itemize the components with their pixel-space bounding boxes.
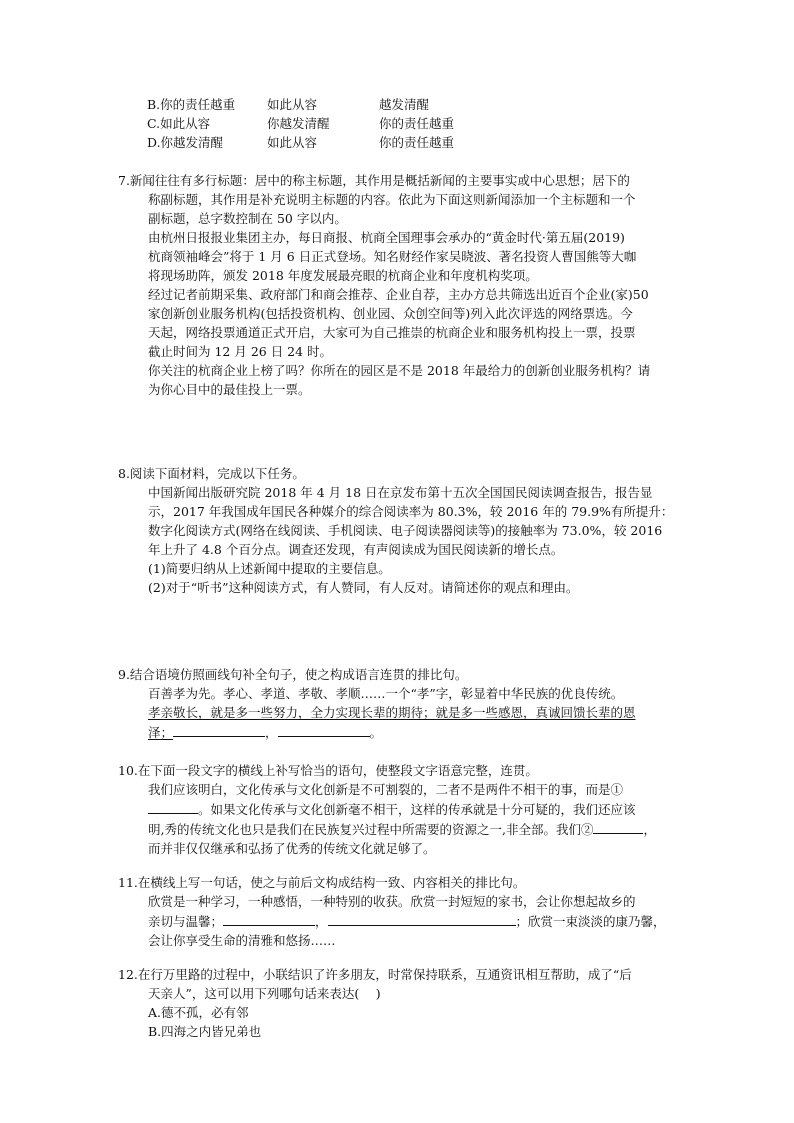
- q8-line: 中国新闻出版研究院 2018 年 4 月 18 日在京发布第十五次全国国民阅读调查报告，报告显: [148, 485, 653, 500]
- q9-blank-1[interactable]: [173, 722, 265, 737]
- q8-line: 示，2017 年我国成年国民各种媒介的综合阅读率为 80.3%，较 2016 年的 79.9%有所提升：: [148, 504, 674, 519]
- q6-option-b: B.你的责任越重 如此从容 越发清醒: [147, 97, 430, 112]
- q11-blank-2[interactable]: [328, 911, 516, 926]
- q11-blank-1[interactable]: [223, 911, 315, 926]
- q7-news-line: 杭商领袖峰会”将于 1 月 6 日正式登场。知名财经作家吴晓波、著名投资人曹国熊等大咖: [148, 249, 637, 264]
- q12-stem-cont: 天亲人”，这可以用下列哪句话来表达( ): [148, 986, 381, 1001]
- q7-news-line: 家创新创业服务机构(包括投资机构、创业园、众创空间等)列入此次评选的网络票选。今: [148, 306, 633, 321]
- q9-line: 百善孝为先。孝心、孝道、孝敬、孝顺……一个“孝”字，彰显着中华民族的优良传统。: [148, 686, 624, 701]
- q7-stem-cont: 副标题，总字数控制在 50 字以内。: [148, 211, 347, 226]
- q10-line: 。如果文化传承与文化创新毫不相干，这样的传承就是十分可疑的，我们还应该: [118, 799, 700, 819]
- q9-stem: 9.结合语境仿照画线句补全句子，使之构成语言连贯的排比句。: [118, 667, 468, 682]
- question-8: [118, 464, 700, 597]
- q7-news-line: 为你心目中的最佳投上一票。: [148, 382, 311, 397]
- q7-news-line: 你关注的杭商企业上榜了吗？你所在的园区是不是 2018 年最给力的创新创业服务机构？请: [148, 363, 651, 378]
- q11-line: 亲切与温馨； ， ；欣赏一束淡淡的康乃馨，: [118, 911, 700, 931]
- q11-line: 欣赏是一种学习，一种感悟，一种特别的收获。欣赏一封短短的家书，会让你想起故乡的: [148, 894, 636, 909]
- q12-option-a[interactable]: A.德不孤，必有邻: [148, 1005, 249, 1020]
- question-10: [118, 761, 700, 858]
- q10-line: 而并非仅仅继承和弘扬了优秀的传统文化就足够了。: [148, 841, 436, 856]
- q8-task-2: (2)对于“听书”这种阅读方式，有人赞同，有人反对。请简述你的观点和理由。: [148, 580, 579, 595]
- q9-answer-line: 泽； ， 。: [118, 722, 700, 742]
- q12-stem: 12.在行万里路的过程中，小联结识了许多朋友，时常保持联系，互通资讯相互帮助，成了“后: [118, 967, 632, 982]
- question-12: [118, 965, 700, 1041]
- q8-line: 年上升了 4.8 个百分点。调查还发现，有声阅读成为国民阅读新的增长点。: [148, 542, 564, 557]
- q9-blank-2[interactable]: [278, 722, 370, 737]
- q6-option-c: C.如此从容 你越发清醒 你的责任越重: [147, 116, 455, 131]
- q7-news-line: 天起，网络投票通道正式开启，大家可为自己推崇的杭商企业和服务机构投上一票，投票: [148, 325, 636, 340]
- q7-news-line: 截止时间为 12 月 26 日 24 时。: [148, 344, 333, 359]
- q8-stem: 8.阅读下面材料，完成以下任务。: [118, 466, 305, 481]
- q6-options: [147, 95, 499, 152]
- q10-blank-1[interactable]: [148, 799, 198, 814]
- q12-option-b[interactable]: B.四海之内皆兄弟也: [148, 1024, 262, 1039]
- q7-news-line: 由杭州日报报业集团主办，每日商报、杭商全国理事会承办的“黄金时代·第五届(2019): [148, 230, 625, 245]
- q8-line: 数字化阅读方式(网络在线阅读、手机阅读、电子阅读器阅读等)的接触率为 73.0%，较 2016: [148, 523, 663, 538]
- q10-stem: 10.在下面一段文字的横线上补写恰当的语句，使整段文字语意完整，连贯。: [118, 763, 538, 778]
- q7-news-line: 经过记者前期采集、政府部门和商会推荐、企业自荐，主办方总共筛选出近百个企业(家)50: [148, 287, 649, 302]
- q10-line: 明,秀的传统文化也只是我们在民族复兴过程中所需要的资源之一,非全部。我们② ，: [118, 819, 700, 839]
- question-11: [118, 873, 700, 950]
- q10-blank-2[interactable]: [593, 819, 643, 834]
- q7-news-line: 将现场助阵，颁发 2018 年度发展最亮眼的杭商企业和年度机构奖项。: [148, 268, 538, 283]
- q9-underlined-line: 孝亲敬长，就是多一些努力，全力实现长辈的期待；就是多一些感恩，真诚回馈长辈的恩: [148, 705, 636, 720]
- question-9: [118, 665, 700, 742]
- q7-stem: 7.新闻往往有多行标题：居中的称主标题，其作用是概括新闻的主要事实或中心思想；居下的: [118, 173, 630, 188]
- q8-task-1: (1)简要归纳从上述新闻中提取的主要信息。: [148, 561, 391, 576]
- q6-option-d: D.你越发清醒 如此从容 你的责任越重: [147, 135, 455, 150]
- question-7: [118, 171, 700, 399]
- q11-stem: 11.在横线上写一句话，使之与前后文构成结构一致、内容相关的排比句。: [118, 875, 526, 890]
- q11-line: 会让你享受生命的清雅和悠扬……: [148, 933, 336, 948]
- q7-stem-cont: 称副标题，其作用是补充说明主标题的内容。依此为下面这则新闻添加一个主标题和一个: [148, 192, 636, 207]
- q10-line: 我们应该明白，文化传承与文化创新是不可割裂的，二者不是两件不相干的事，而是①: [148, 782, 624, 797]
